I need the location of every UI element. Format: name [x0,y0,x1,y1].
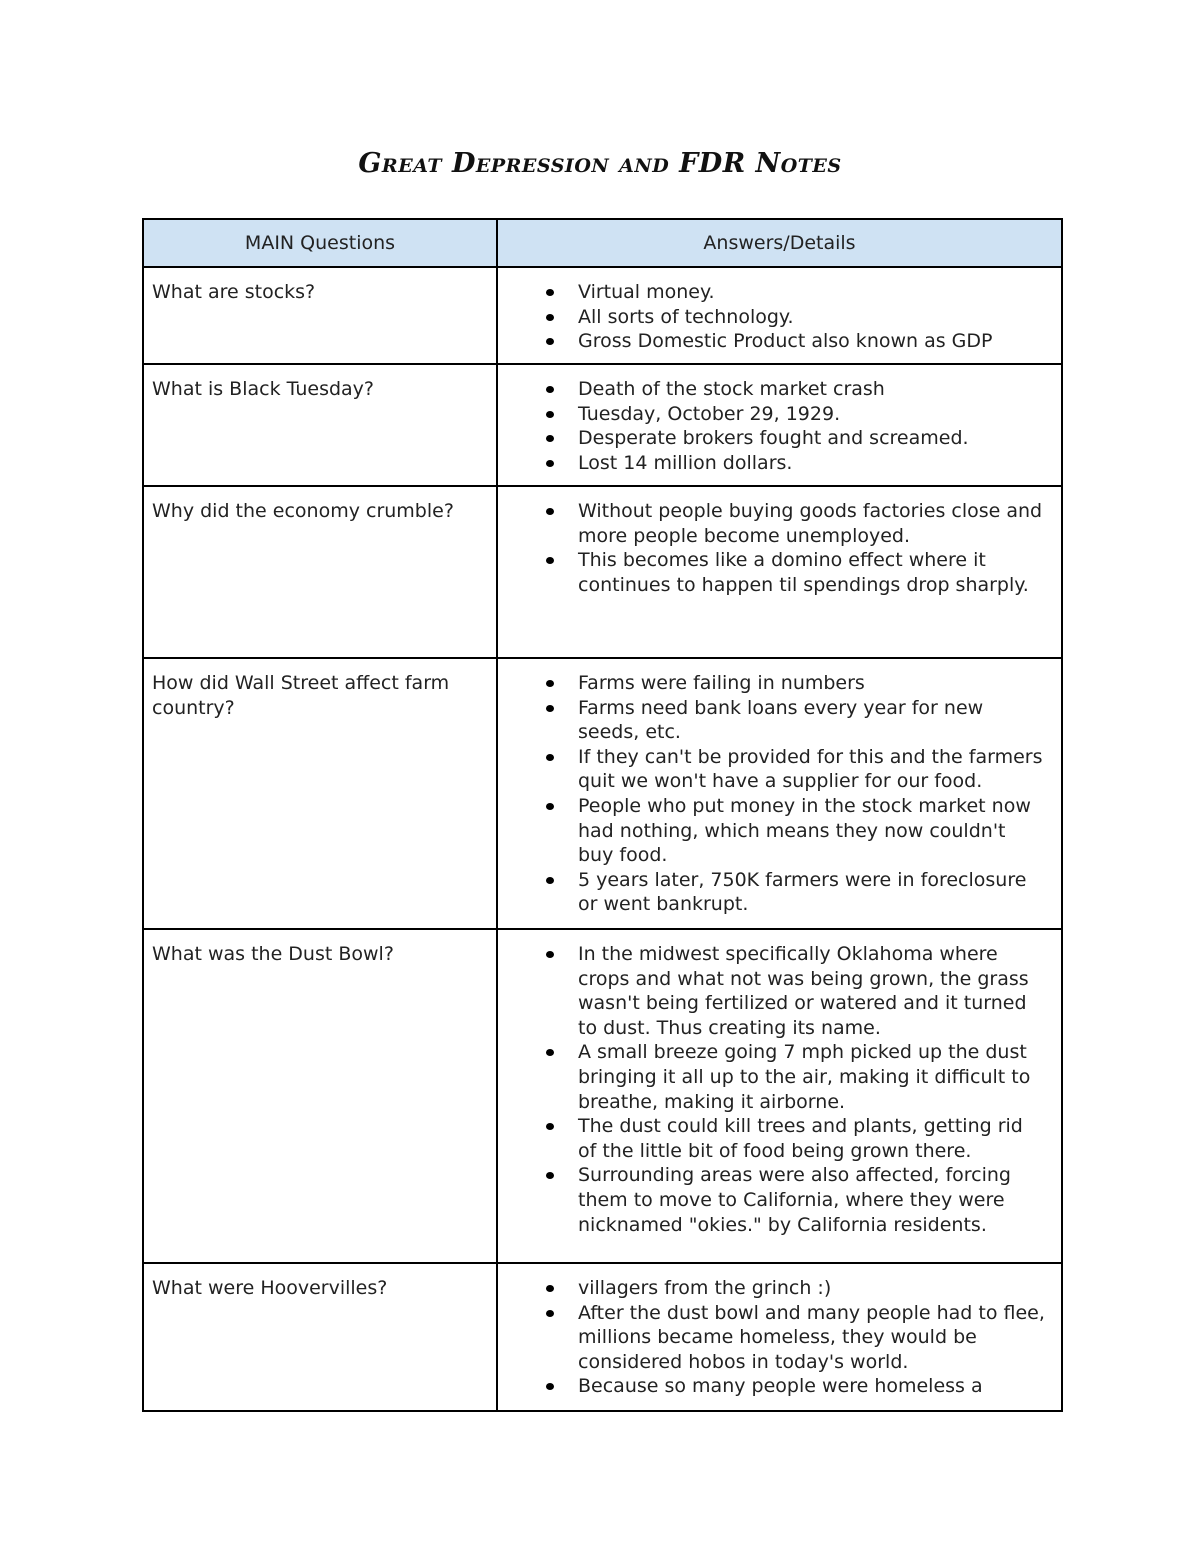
answer-cell [497,267,1062,364]
table-row [143,267,1062,364]
answer-item: Desperate brokers fought and screamed. [578,426,1045,451]
answer-item: People who put money in the stock market now had nothing, which means they now couldn't buy food. [578,794,1045,868]
answer-list [498,280,1045,354]
answer-cell [497,658,1062,929]
answer-item: Tuesday, October 29, 1929. [578,402,1045,427]
table-row [143,929,1062,1263]
table-row [143,486,1062,658]
answer-list [498,499,1045,597]
page-title: Great Depression and FDR Notes [358,148,842,179]
answer-item: Lost 14 million dollars. [578,451,1045,476]
answer-item: In the midwest specifically Oklahoma where crops and what not was being grown, the grass wasn't being fertilized or watered and it turned to dust. Thus creating its name. [578,942,1045,1040]
answer-list [498,671,1045,917]
notes-table [142,218,1063,1412]
answer-item: This becomes like a domino effect where it continues to happen til spendings drop sharply. [578,548,1045,597]
answer-cell [497,1263,1062,1411]
question-cell: What was the Dust Bowl? [143,929,497,1263]
answer-item: Death of the stock market crash [578,377,1045,402]
answer-list [498,942,1045,1237]
question-cell: What is Black Tuesday? [143,364,497,486]
answer-item: Farms were failing in numbers [578,671,1045,696]
answer-item: 5 years later, 750K farmers were in foreclosure or went bankrupt. [578,868,1045,917]
answer-item: The dust could kill trees and plants, getting rid of the little bit of food being grown there. [578,1114,1045,1163]
answer-list [498,377,1045,475]
table-row [143,1263,1062,1411]
answer-item: If they can't be provided for this and the farmers quit we won't have a supplier for our food. [578,745,1045,794]
table-row [143,364,1062,486]
header-main-questions: MAIN Questions [143,219,497,267]
question-cell: What are stocks? [143,267,497,364]
answer-item: All sorts of technology. [578,305,1045,330]
answer-item: Because so many people were homeless a [578,1374,1045,1399]
question-cell: How did Wall Street affect farm country? [143,658,497,929]
answer-cell [497,486,1062,658]
answer-list [498,1276,1045,1399]
header-answers-details: Answers/Details [497,219,1062,267]
answer-item: After the dust bowl and many people had to flee, millions became homeless, they would be considered hobos in today's world. [578,1301,1045,1373]
answer-item: A small breeze going 7 mph picked up the dust bringing it all up to the air, making it difficult to breathe, making it airborne. [578,1040,1045,1114]
answer-item: Without people buying goods factories close and more people become unemployed. [578,499,1045,548]
question-cell: What were Hoovervilles? [143,1263,497,1411]
answer-item: Farms need bank loans every year for new seeds, etc. [578,696,1045,745]
answer-item: Gross Domestic Product also known as GDP [578,329,1045,354]
answer-item: villagers from the grinch :) [578,1276,1045,1301]
table-row [143,658,1062,929]
answer-item: Virtual money. [578,280,1045,305]
answer-cell [497,364,1062,486]
question-cell: Why did the economy crumble? [143,486,497,658]
answer-item: Surrounding areas were also affected, forcing them to move to California, where they were nicknamed "okies." by California residents. [578,1163,1045,1237]
table-header-row [143,219,1062,267]
answer-cell [497,929,1062,1263]
